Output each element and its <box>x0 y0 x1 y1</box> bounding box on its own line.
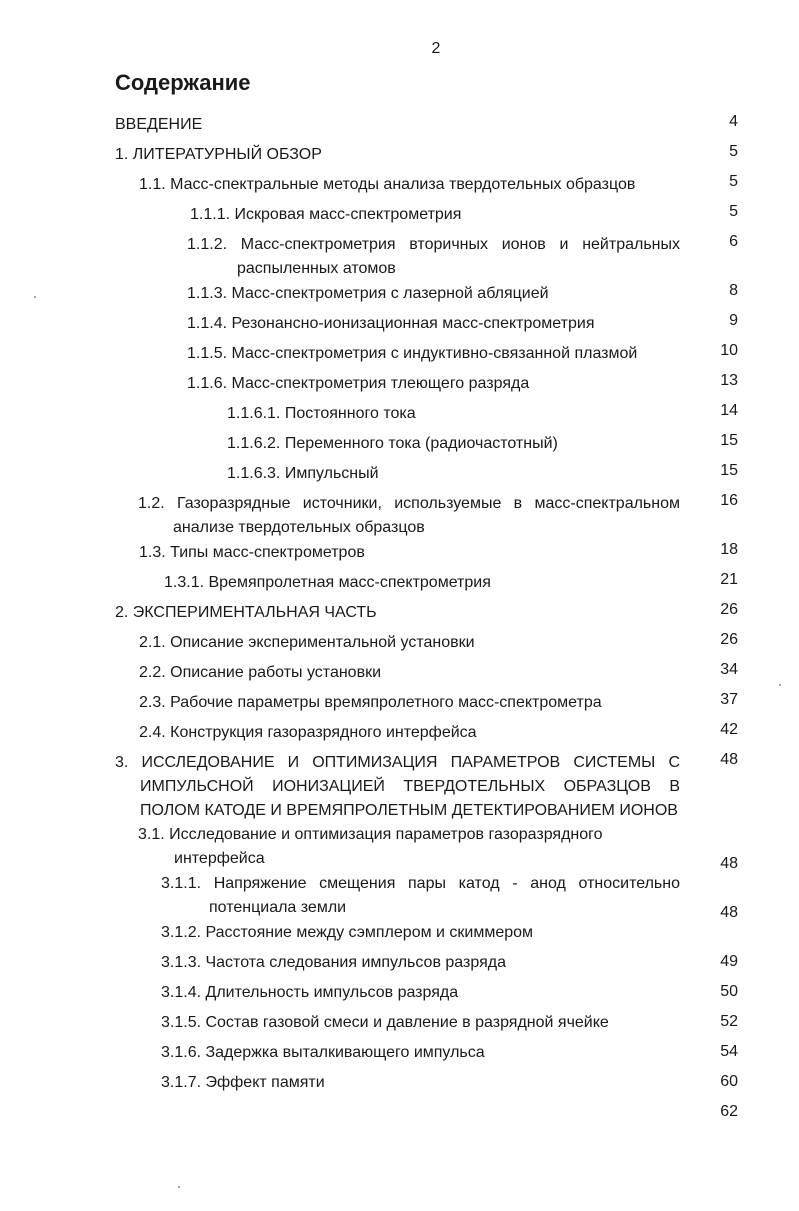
toc-entry-1-1-2[interactable] <box>187 233 680 281</box>
toc-entry-page: 15 <box>720 462 738 479</box>
toc-entry-1-1-1[interactable] <box>190 203 680 227</box>
toc-entry-3-1-6[interactable] <box>161 1041 681 1065</box>
page-number: 2 <box>431 40 441 57</box>
page-title: Содержание <box>115 70 251 95</box>
scan-speck <box>779 684 781 686</box>
toc-entry-text: 1.1.6. Масс-спектрометрия тлеющего разряда <box>187 375 530 392</box>
toc-entry-text: 1.1.4. Резонансно-ионизационная масс-спектрометрия <box>187 315 595 332</box>
toc-entry-page: 5 <box>729 203 738 220</box>
toc-entry-page: 26 <box>720 601 738 618</box>
toc-entry-page: 5 <box>729 143 738 160</box>
toc-entry-3-1[interactable] <box>138 823 634 871</box>
toc-entry-text: 1.3. Типы масс-спектрометров <box>139 544 365 561</box>
toc-entry-text: ВВЕДЕНИЕ <box>115 116 203 133</box>
toc-entry-text: 1.1.3. Масс-спектрометрия с лазерной абляцией <box>187 285 549 302</box>
toc-entry-page: 48 <box>720 855 738 872</box>
toc-entry-page: 60 <box>720 1073 738 1090</box>
table-of-contents <box>0 113 799 1120</box>
toc-entry-page: 21 <box>720 571 738 588</box>
toc-entry-page: 54 <box>720 1043 738 1060</box>
toc-entry-page: 37 <box>720 691 738 708</box>
toc-entry-text: 2. ЭКСПЕРИМЕНТАЛЬНАЯ ЧАСТЬ <box>115 604 377 621</box>
toc-entry-page: 49 <box>720 953 738 970</box>
toc-entry-text: 2.2. Описание работы установки <box>139 664 382 681</box>
toc-entry-page: 16 <box>720 492 738 509</box>
toc-entry-1-1-3[interactable] <box>187 282 687 306</box>
toc-entry-text: 1.1.2. Масс-спектрометрия вторичных ионов и нейтральных распыленных атомов <box>187 236 680 277</box>
toc-entry-text: 1. ЛИТЕРАТУРНЫЙ ОБЗОР <box>115 146 322 163</box>
toc-entry-2-3[interactable] <box>139 691 679 715</box>
toc-entry-3-1-5[interactable] <box>161 1011 681 1035</box>
toc-entry-page: 10 <box>720 342 738 359</box>
toc-entry-text: 2.3. Рабочие параметры времяпролетного масс-спектрометра <box>139 694 602 711</box>
toc-entry-3-1-4[interactable] <box>161 981 681 1005</box>
toc-entry-3[interactable] <box>115 751 680 823</box>
toc-entry-page: 48 <box>720 904 738 921</box>
toc-entry-1[interactable] <box>115 143 715 167</box>
toc-entry-1-3[interactable] <box>139 541 679 565</box>
toc-entry-page: 13 <box>720 372 738 389</box>
toc-entry-page: 26 <box>720 631 738 648</box>
toc-entry-1-2[interactable] <box>138 492 680 540</box>
toc-entry-text: 1.1.6.2. Переменного тока (радиочастотный) <box>227 435 558 452</box>
toc-entry-2-2[interactable] <box>139 661 679 685</box>
toc-entry-1-1-4[interactable] <box>187 312 687 336</box>
toc-entry-text: 1.2. Газоразрядные источники, используемые в масс-спектральном анализе твердотельных образцов <box>138 495 680 536</box>
toc-entry-3-1-1[interactable] <box>161 872 680 920</box>
toc-entry-text: 3. ИССЛЕДОВАНИЕ И ОПТИМИЗАЦИЯ ПАРАМЕТРОВ СИСТЕМЫ С ИМПУЛЬСНОЙ ИОНИЗАЦИЕЙ ТВЕРДОТЕЛЬНЫХ ОБРАЗЦОВ В ПОЛОМ КАТОДЕ И ВРЕМЯПРОЛЕТНЫМ ДЕТЕКТИРОВАНИЕМ ИОНОВ <box>115 754 680 819</box>
toc-entry-text: 1.1.5. Масс-спектрометрия с индуктивно-связанной плазмой <box>187 345 638 362</box>
toc-entry-1-1-6-1[interactable] <box>227 402 687 426</box>
toc-entry-page: 18 <box>720 541 738 558</box>
toc-entry-text: 1.1. Масс-спектральные методы анализа твердотельных образцов <box>139 176 636 193</box>
toc-entry-1-1-6-2[interactable] <box>227 432 687 456</box>
toc-entry-page: 62 <box>720 1103 738 1120</box>
toc-entry-text: 3.1.3. Частота следования импульсов разряда <box>161 954 506 971</box>
toc-entry-text: 3.1.7. Эффект памяти <box>161 1074 325 1091</box>
toc-entry-introduction[interactable] <box>115 113 715 137</box>
toc-entry-page: 42 <box>720 721 738 738</box>
scan-speck <box>34 296 36 298</box>
toc-entry-text: 1.1.6.1. Постоянного тока <box>227 405 416 422</box>
toc-entry-3-1-3[interactable] <box>161 951 681 975</box>
toc-entry-text: 1.1.6.3. Импульсный <box>227 465 379 482</box>
toc-entry-1-1-5[interactable] <box>187 342 687 366</box>
toc-entry-1-1-6-3[interactable] <box>227 462 687 486</box>
toc-entry-text: 2.4. Конструкция газоразрядного интерфейса <box>139 724 477 741</box>
toc-entry-page: 9 <box>729 312 738 329</box>
scan-speck <box>178 1186 180 1188</box>
toc-entry-1-1-6[interactable] <box>187 372 687 396</box>
toc-entry-3-1-7[interactable] <box>161 1071 681 1095</box>
toc-entry-1-3-1[interactable] <box>164 571 684 595</box>
toc-entry-text: 2.1. Описание экспериментальной установки <box>139 634 475 651</box>
toc-entry-page: 8 <box>729 282 738 299</box>
toc-entry-text: 3.1.4. Длительность импульсов разряда <box>161 984 459 1001</box>
toc-entry-text: 1.3.1. Времяпролетная масс-спектрометрия <box>164 574 491 591</box>
toc-entry-page: 15 <box>720 432 738 449</box>
toc-entry-page: 5 <box>729 173 738 190</box>
toc-entry-text: 3.1.1. Напряжение смещения пары катод - анод относительно потенциала земли <box>161 875 680 916</box>
toc-entry-page: 4 <box>729 113 738 130</box>
toc-entry-page: 50 <box>720 983 738 1000</box>
toc-entry-text: 1.1.1. Искровая масс-спектрометрия <box>190 206 462 223</box>
toc-entry-text: 3.1. Исследование и оптимизация параметров газоразрядного интерфейса <box>138 826 603 867</box>
toc-entry-text: 3.1.6. Задержка выталкивающего импульса <box>161 1044 485 1061</box>
toc-entry-2[interactable] <box>115 601 675 625</box>
toc-entry-page: 48 <box>720 751 738 768</box>
toc-entry-3-1-2[interactable] <box>161 921 681 945</box>
toc-entry-2-4[interactable] <box>139 721 679 745</box>
toc-entry-text: 3.1.5. Состав газовой смеси и давление в разрядной ячейке <box>161 1014 609 1031</box>
toc-entry-page: 34 <box>720 661 738 678</box>
toc-entry-page: 6 <box>729 233 738 250</box>
toc-entry-1-1[interactable] <box>139 173 699 197</box>
toc-entry-page: 14 <box>720 402 738 419</box>
toc-entry-text: 3.1.2. Расстояние между сэмплером и скиммером <box>161 924 534 941</box>
toc-entry-2-1[interactable] <box>139 631 679 655</box>
toc-entry-page: 52 <box>720 1013 738 1030</box>
